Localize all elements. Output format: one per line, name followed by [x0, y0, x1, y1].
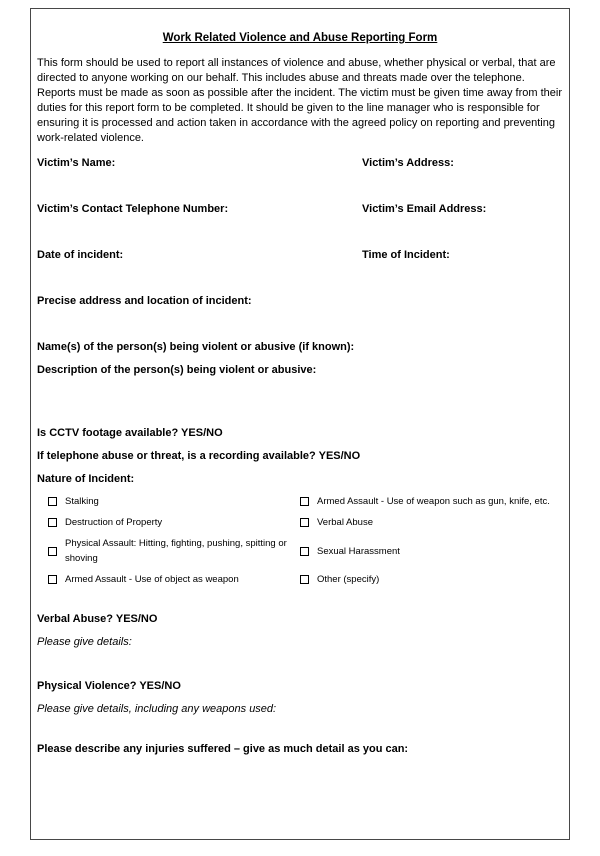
checkbox-armed-assault-weapon-icon[interactable] [300, 497, 309, 506]
cctv-question: Is CCTV footage available? YES/NO [37, 427, 223, 439]
physical-violence-details-prompt: Please give details, including any weapons used: [37, 703, 277, 715]
persons-description-label: Description of the person(s) being violent or abusive: [37, 364, 317, 376]
intro-paragraph: This form should be used to report all instances of violence and abuse, whether physical or verbal, that are directed to anyone working on our behalf. This includes abuse and threats made over the telephone. Reports must be made as soon as possible after the incident. The victim must be given time away from their duties for this report form to be completed. It should be given to the line manager who is responsible for ensuring it is processed and action taken in accordance with the agreed policy on reporting and preventing work-related violence. [37, 57, 562, 144]
incident-date-label: Date of incident: [37, 249, 124, 261]
nature-option-label: Physical Assault: Hitting, fighting, pushing, spitting or shoving [65, 538, 287, 564]
nature-option-other [300, 572, 563, 587]
precise-address-label: Precise address and location of incident: [37, 295, 252, 307]
nature-option-label: Sexual Harassment [317, 545, 400, 557]
checkbox-destruction-icon[interactable] [48, 518, 57, 527]
nature-option-label: Destruction of Property [65, 517, 163, 528]
nature-option-label: Armed Assault - Use of weapon such as gun, knife, etc. [317, 496, 550, 507]
nature-option-label: Other (specify) [317, 574, 380, 585]
checkbox-verbal-abuse-icon[interactable] [300, 518, 309, 527]
victims-address-label: Victim’s Address: [362, 157, 454, 169]
nature-of-incident-heading: Nature of Incident: [37, 473, 135, 485]
checkbox-sexual-harassment-icon[interactable] [300, 547, 309, 556]
nature-option-stalking [37, 494, 300, 509]
nature-option-sexual-harassment [300, 536, 563, 566]
victim-phone-email-row [37, 202, 563, 217]
nature-option-armed-assault-object [37, 572, 300, 587]
form-title: Work Related Violence and Abuse Reporting Form [162, 32, 438, 44]
incident-time-label: Time of Incident: [362, 249, 450, 261]
physical-violence-question: Physical Violence? YES/NO [37, 680, 181, 692]
victims-name-label: Victim’s Name: [37, 157, 116, 169]
nature-option-physical-assault [37, 536, 300, 566]
checkbox-armed-assault-object-icon[interactable] [48, 575, 57, 584]
injuries-prompt: Please describe any injuries suffered – give as much detail as you can: [37, 743, 409, 755]
nature-option-verbal-abuse [300, 515, 563, 530]
nature-option-label: Verbal Abuse [317, 517, 373, 528]
incident-date-time-row [37, 248, 563, 263]
victims-phone-label: Victim’s Contact Telephone Number: [37, 203, 229, 215]
recording-question: If telephone abuse or threat, is a recording available? YES/NO [37, 450, 361, 462]
checkbox-other-icon[interactable] [300, 575, 309, 584]
nature-option-armed-assault-weapon [300, 494, 563, 509]
checkbox-physical-assault-icon[interactable] [48, 547, 57, 556]
report-form-page [30, 8, 570, 840]
verbal-abuse-details-prompt: Please give details: [37, 636, 132, 648]
nature-option-destruction [37, 515, 300, 530]
victims-email-label: Victim’s Email Address: [362, 203, 487, 215]
nature-options-grid [37, 494, 563, 587]
victim-name-address-row [37, 156, 563, 171]
nature-option-label: Armed Assault - Use of object as weapon [65, 574, 239, 585]
verbal-abuse-question: Verbal Abuse? YES/NO [37, 613, 158, 625]
nature-option-label: Stalking [65, 496, 99, 507]
checkbox-stalking-icon[interactable] [48, 497, 57, 506]
persons-names-label: Name(s) of the person(s) being violent or abusive (if known): [37, 341, 355, 353]
